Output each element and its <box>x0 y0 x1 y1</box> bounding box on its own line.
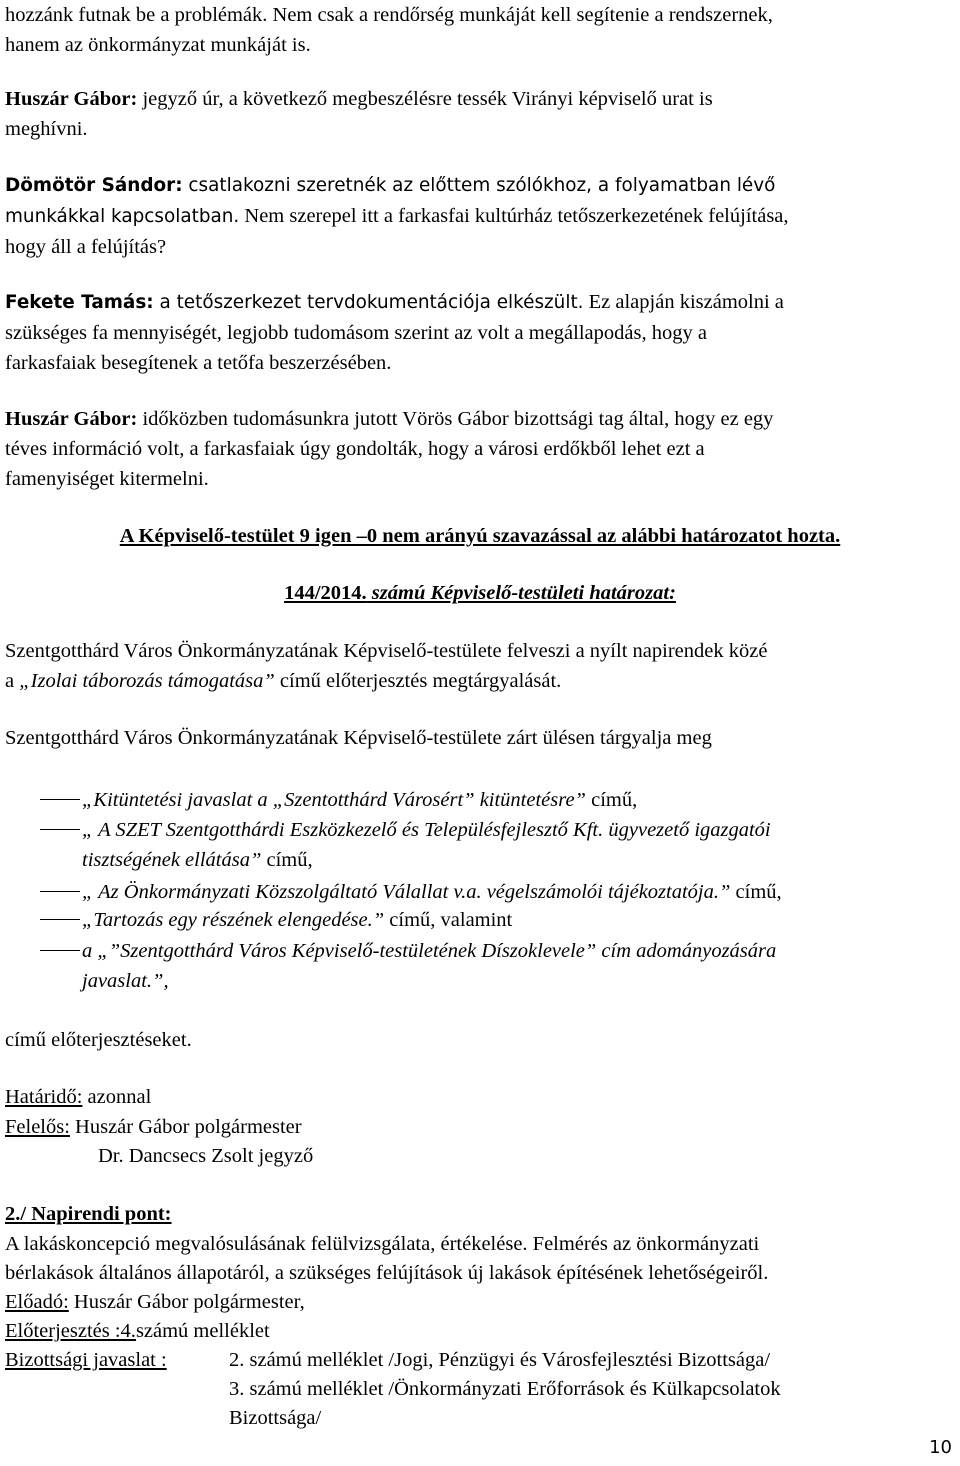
item-title: a „”Szentgotthárd Város Képviselő-testületének Díszoklevele” cím adományozására <box>82 940 777 962</box>
closing-line: című előterjesztéseket. <box>5 1029 192 1051</box>
agenda-line-1: A lakáskoncepció megvalósulásának felülvizsgálata, értékelése. Felmérés az önkormányzati <box>5 1233 760 1255</box>
paragraph-fekete <box>5 287 955 378</box>
text-run: a <box>5 670 20 692</box>
presenter-label: Előadó: <box>5 1291 69 1313</box>
text-run: időközben tudomásunkra jutott Vörös Gábor bizottsági tag által, hogy ez egy <box>137 408 774 430</box>
text-line: famenyiséget kitermelni. <box>5 468 209 490</box>
presenter-line <box>5 1287 955 1317</box>
text-line: farkasfaiak besegítenek a tetőfa beszerzésében. <box>5 352 392 374</box>
deadline-line <box>5 1082 955 1112</box>
dash-bullet <box>40 829 80 830</box>
speaker-name: Huszár Gábor: <box>5 88 138 110</box>
agenda-heading <box>5 1199 955 1229</box>
resolution-paragraph-1 <box>5 636 955 696</box>
list-item <box>40 905 950 935</box>
item-title: „Tartozás egy részének elengedése.” <box>82 909 385 931</box>
agenda-line-2: bérlakások általános állapotáról, a szükséges felújítások új lakások építésének lehetőségeiről. <box>5 1262 769 1284</box>
text-run: munkákkal kapcsolatban. <box>5 206 240 227</box>
text-line: meghívni. <box>5 118 88 140</box>
list-item <box>40 877 950 907</box>
item-title: „ Az Önkormányzati Közszolgáltató Válallat v.a. végelszámolói tájékoztatója.” <box>82 881 731 903</box>
text-run: jegyző úr, a következő megbeszélésre tessék Virányi képviselő urat is <box>137 88 713 110</box>
list-item <box>40 785 950 815</box>
list-item <box>40 815 950 845</box>
responsible-value: Huszár Gábor polgármester <box>69 1116 302 1138</box>
proposal-line <box>5 1316 955 1346</box>
dash-bullet <box>40 919 80 920</box>
speaker-name: Fekete Tamás: <box>5 292 154 313</box>
responsible-second: Dr. Dancsecs Zsolt jegyző <box>98 1145 314 1167</box>
paragraph-huszar-2 <box>5 404 955 494</box>
text-line: hanem az önkormányzat munkáját is. <box>5 34 311 56</box>
speaker-name: Huszár Gábor: <box>5 408 138 430</box>
item-title: „Kitüntetési javaslat a „Szentotthárd Városért” kitüntetésre” <box>82 789 586 811</box>
text-line: hogy áll a felújítás? <box>5 236 167 258</box>
responsible-line <box>5 1112 955 1142</box>
text-run: „Izolai táborozás támogatása” <box>19 670 275 692</box>
paragraph-huszar-1 <box>5 84 955 144</box>
item-suffix: című, <box>730 881 782 903</box>
agenda-number: 2./ <box>5 1203 27 1225</box>
text-line: hozzánk futnak be a problémák. Nem csak a rendőrség munkáját kell segítenie a rendszernek, <box>5 4 773 26</box>
resolution-title-text: számú Képviselő-testületi határozat: <box>366 582 676 604</box>
list-item-continuation <box>82 845 313 875</box>
dash-bullet <box>40 891 80 892</box>
text-run: Ez alapján kiszámolni a <box>583 291 784 313</box>
vote-result: A Képviselő-testület 9 igen –0 nem arányú szavazással az alábbi határozatot hozta. <box>119 525 841 547</box>
committee-item-2: 3. számú melléklet /Önkormányzati Erőforrások és Külkapcsolatok <box>229 1378 781 1400</box>
text-line: Szentgotthárd Város Önkormányzatának Képviselő-testülete felveszi a nyílt napirendek közé <box>5 640 768 662</box>
list-item <box>40 936 950 966</box>
text-run: csatlakozni szeretnék az előttem szólókhoz, a folyamatban lévő <box>182 175 776 196</box>
text-line: szükséges fa mennyiségét, legjobb tudomásom szerint az volt a megállapodás, hogy a <box>5 322 707 344</box>
item-suffix: című, <box>585 789 638 811</box>
item-suffix: című, valamint <box>384 909 513 931</box>
dash-bullet <box>40 950 80 951</box>
list-item-continuation <box>82 966 169 996</box>
committee-item-3: Bizottsága/ <box>229 1407 322 1429</box>
text-run: Nem szerepel itt a farkasfai kultúrház tetőszerkezetének felújítása, <box>239 205 789 227</box>
proposal-label: Előterjesztés :4. <box>5 1320 136 1342</box>
responsible-label: Felelős: <box>5 1116 70 1138</box>
text-line: téves információ volt, a farkasfaiak úgy gondolták, hogy a városi erdőkből lehet ezt a <box>5 438 705 460</box>
resolution-paragraph-2: Szentgotthárd Város Önkormányzatának Képviselő-testülete zárt ülésen tárgyalja meg <box>5 727 712 749</box>
text-run: című előterjesztés megtárgyalását. <box>274 670 562 692</box>
resolution-number: 144/2014. <box>284 582 367 604</box>
deadline-label: Határidő: <box>5 1086 83 1108</box>
item-title: javaslat.”, <box>82 970 169 992</box>
paragraph-domotor <box>5 171 955 262</box>
page-number: 10 <box>929 1437 952 1458</box>
dash-bullet <box>40 799 80 800</box>
item-suffix: című, <box>261 849 313 871</box>
proposal-value: számú melléklet <box>135 1320 270 1342</box>
item-title: tisztségének ellátása” <box>82 849 262 871</box>
speaker-name: Dömötör Sándor: <box>5 175 183 196</box>
item-title: „ A SZET Szentgotthárdi Eszközkezelő és Településfejlesztő Kft. ügyvezető igazgatói <box>82 819 771 841</box>
committee-label: Bizottsági javaslat : <box>5 1349 167 1371</box>
text-run: a tetőszerkezet tervdokumentációja elkészült. <box>153 292 584 313</box>
agenda-heading-text: Napirendi pont: <box>26 1203 172 1225</box>
presenter-value: Huszár Gábor polgármester, <box>68 1291 305 1313</box>
resolution-title <box>0 578 960 608</box>
paragraph-intro <box>5 0 955 60</box>
committee-item-1: 2. számú melléklet /Jogi, Pénzügyi és Városfejlesztési Bizottsága/ <box>229 1349 771 1371</box>
deadline-value: azonnal <box>82 1086 152 1108</box>
